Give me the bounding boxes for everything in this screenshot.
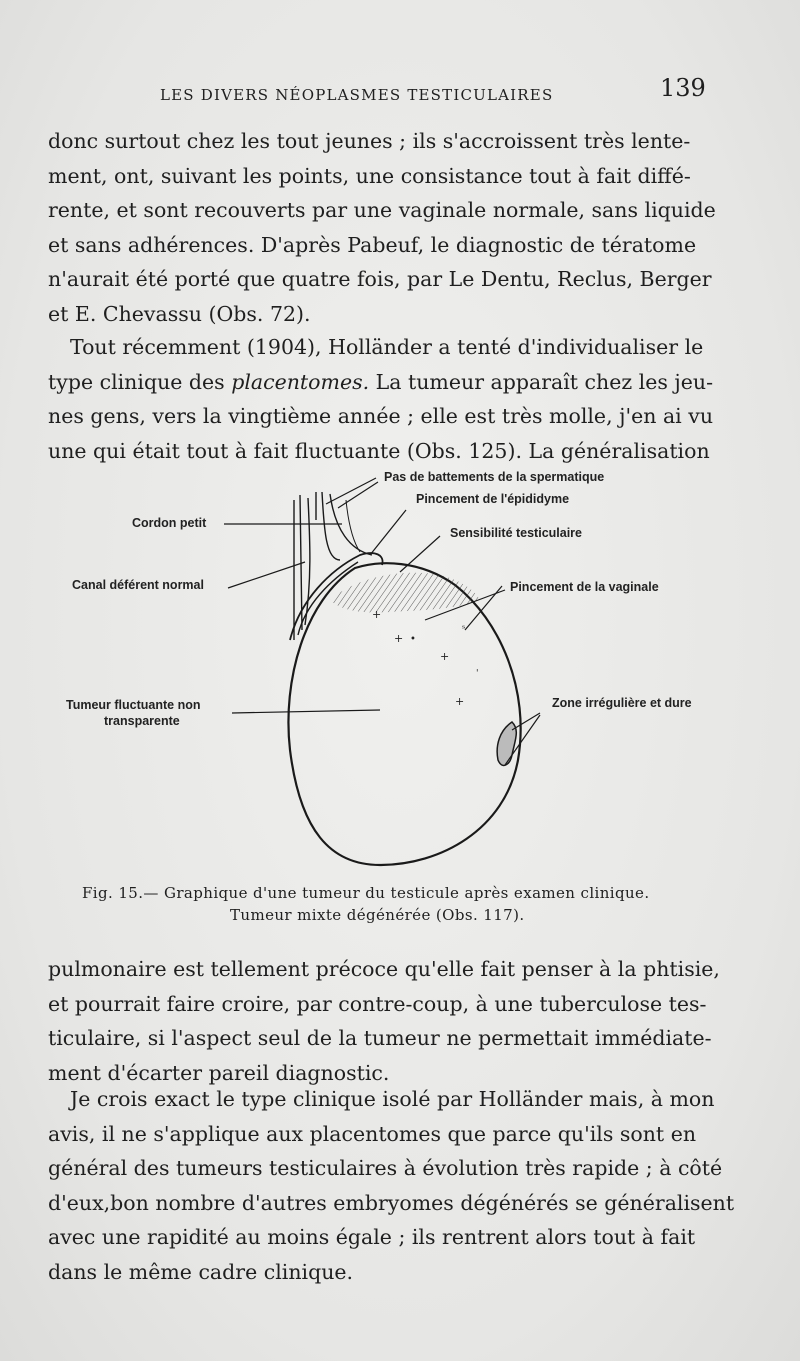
svg-text:+: + (372, 608, 382, 621)
text-line: une qui était tout à fait fluctuante (Obs. 125). La généralisation (48, 438, 710, 463)
svg-text:ˢ: ˢ (462, 624, 466, 635)
text-line (48, 365, 713, 400)
leader-lines (224, 478, 540, 765)
svg-text:+: + (440, 650, 450, 663)
text-line: rente, et sont recouverts par une vaginale normale, sans liquide (48, 198, 716, 222)
paragraph-1 (48, 124, 716, 331)
figure-15 (0, 460, 800, 890)
svg-text:+: + (394, 632, 404, 645)
paragraph-3 (48, 952, 720, 1090)
label-cordon-petit: Cordon petit (132, 516, 207, 530)
label-canal-deferent: Canal déférent normal (72, 578, 204, 592)
running-head: LES DIVERS NÉOPLASMES TESTICULAIRES (160, 86, 554, 104)
text-line: avis, il ne s'applique aux placentomes que parce qu'ils sont en (48, 1121, 697, 1146)
label-pas-de-battements: Pas de battements de la spermatique (384, 470, 605, 484)
text-line: Tout récemment (1904), Holländer a tenté d'individualiser le (70, 335, 704, 359)
paragraph-2 (48, 330, 713, 468)
text-line: et sans adhérences. D'après Pabeuf, le diagnostic de tératome (48, 232, 697, 257)
text-line: d'eux,bon nombre d'autres embryomes dégénérés se généralisent (48, 1190, 735, 1215)
label-pincement-epididyme: Pincement de l'épididyme (416, 492, 570, 506)
text-fragment: type clinique des (48, 369, 232, 394)
text-line: avec une rapidité au moins égale ; ils rentrent alors tout à fait (48, 1225, 696, 1249)
text-line: ment d'écarter pareil diagnostic. (48, 1060, 390, 1085)
paragraph-4 (48, 1082, 735, 1289)
text-line: et pourrait faire croire, par contre-coup, à une tuberculose tes- (48, 991, 707, 1016)
label-zone-irreguliere: Zone irrégulière et dure (552, 696, 692, 710)
testicle-diagram (0, 460, 800, 890)
text-line: dans le même cadre clinique. (48, 1259, 354, 1284)
text-line: donc surtout chez les tout jeunes ; ils s'accroissent très lente- (48, 129, 691, 153)
svg-text:': ' (476, 669, 479, 679)
text-line: ticulaire, si l'aspect seul de la tumeur ne permettait immédiate- (48, 1026, 712, 1050)
text-line: n'aurait été porté que quatre fois, par Le Dentu, Reclus, Berger (48, 267, 712, 291)
text-line: et E. Chevassu (Obs. 72). (48, 301, 311, 326)
text-fragment: La tumeur apparaît chez les jeu- (369, 369, 714, 394)
text-line: général des tumeurs testiculaires à évolution très rapide ; à côté (48, 1156, 723, 1180)
label-tumeur-line2: transparente (104, 714, 180, 728)
caption-line-2: Tumeur mixte dégénérée (Obs. 117). (230, 906, 525, 924)
svg-text:+: + (455, 695, 465, 708)
page-number: 139 (660, 74, 706, 102)
label-tumeur-line1: Tumeur fluctuante non (66, 698, 201, 712)
label-pincement-vaginale: Pincement de la vaginale (510, 580, 659, 594)
text-line: ment, ont, suivant les points, une consistance tout à fait diffé- (48, 163, 691, 188)
hatched-sensitive-zone (330, 573, 480, 613)
caption-line-1: Fig. 15.— Graphique d'une tumeur du testicule après examen clinique. (82, 884, 650, 902)
text-line: Je crois exact le type clinique isolé par Holländer mais, à mon (70, 1087, 715, 1111)
svg-text:•: • (410, 634, 416, 645)
text-line: pulmonaire est tellement précoce qu'elle fait penser à la phtisie, (48, 957, 720, 981)
text-line: nes gens, vers la vingtième année ; elle est très molle, j'en ai vu (48, 404, 714, 428)
italic-term: placentomes. (231, 369, 370, 394)
label-sensibilite: Sensibilité testiculaire (450, 526, 582, 540)
